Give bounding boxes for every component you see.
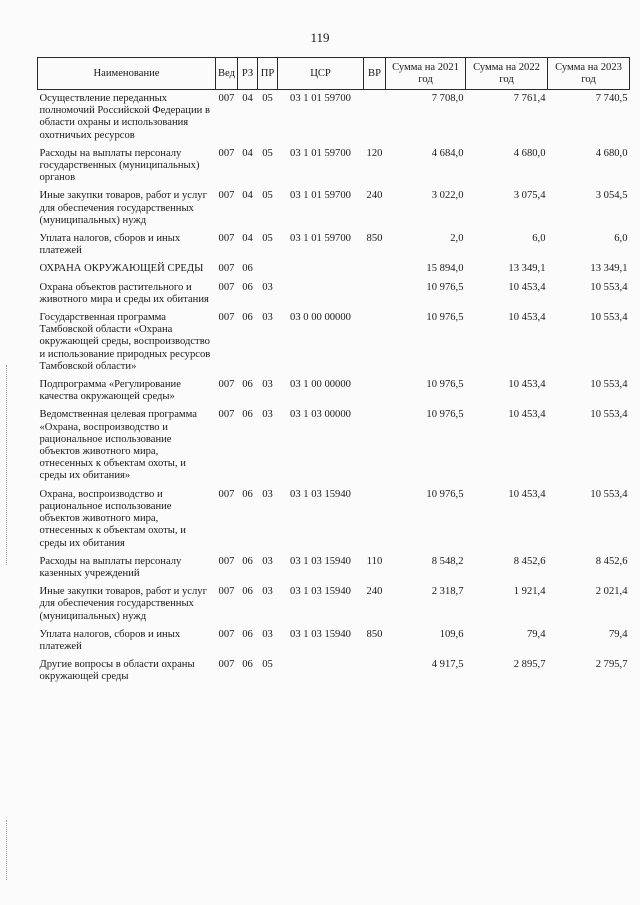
row-rz: 06 bbox=[242, 312, 253, 324]
row-sum-2023: 2 021,4 bbox=[595, 586, 628, 598]
row-sum-2023: 4 680,0 bbox=[595, 147, 628, 159]
header-rz: РЗ bbox=[238, 58, 258, 90]
header-sum-2021: Сумма на 2021 год bbox=[386, 58, 466, 90]
margin-dotted-line-upper bbox=[6, 365, 9, 565]
row-sum-2022: 13 349,1 bbox=[508, 263, 546, 275]
row-pr: 05 bbox=[262, 190, 273, 202]
row-sum-2021: 4 917,5 bbox=[431, 659, 464, 671]
row-csr: 03 1 01 59700 bbox=[290, 233, 351, 245]
row-sum-2021: 10 976,5 bbox=[426, 488, 464, 500]
row-pr: 03 bbox=[262, 628, 273, 640]
row-name: Государственная программа Тамбовской области «Охрана окружающей среды, воспроизводство и использование природных ресурсов Тамбовской области» bbox=[39, 312, 211, 372]
row-rz: 06 bbox=[242, 379, 253, 391]
table-row bbox=[38, 406, 630, 485]
row-vr: 850 bbox=[366, 233, 383, 245]
row-csr bbox=[278, 260, 364, 278]
row-ved: 007 bbox=[218, 263, 235, 275]
table-row bbox=[38, 260, 630, 278]
row-rz: 06 bbox=[242, 263, 253, 275]
row-name: Охрана объектов растительного и животного мира и среды их обитания bbox=[39, 281, 209, 305]
row-csr bbox=[278, 279, 364, 309]
row-sum-2022: 10 453,4 bbox=[508, 379, 546, 391]
row-csr: 03 0 00 00000 bbox=[290, 312, 351, 324]
row-pr: 03 bbox=[262, 488, 273, 500]
row-sum-2022: 7 761,4 bbox=[513, 93, 546, 104]
row-ved: 007 bbox=[218, 93, 235, 104]
row-name: Расходы на выплаты персоналу государственных (муниципальных) органов bbox=[39, 147, 200, 184]
row-vr: 110 bbox=[366, 555, 383, 567]
row-vr bbox=[364, 486, 386, 553]
row-sum-2022: 4 680,0 bbox=[513, 147, 546, 159]
row-name: Подпрограмма «Регулирование качества окружающей среды» bbox=[39, 379, 181, 403]
row-rz: 06 bbox=[242, 488, 253, 500]
row-ved: 007 bbox=[218, 312, 235, 324]
row-vr bbox=[364, 376, 386, 406]
row-sum-2021: 7 708,0 bbox=[431, 93, 464, 104]
table-row bbox=[38, 583, 630, 626]
row-sum-2022: 1 921,4 bbox=[513, 586, 546, 598]
row-pr: 05 bbox=[262, 93, 273, 104]
table-row bbox=[38, 656, 630, 686]
row-name: Иные закупки товаров, работ и услуг для обеспечения государственных (муниципальных) нужд bbox=[39, 586, 207, 622]
row-ved: 007 bbox=[218, 147, 235, 159]
row-rz: 04 bbox=[242, 233, 253, 245]
row-rz: 06 bbox=[242, 281, 253, 293]
row-vr bbox=[364, 406, 386, 485]
row-ved: 007 bbox=[218, 555, 235, 567]
table-row bbox=[38, 486, 630, 553]
row-rz: 06 bbox=[242, 409, 253, 421]
table-header-row bbox=[38, 58, 630, 90]
row-ved: 007 bbox=[218, 281, 235, 293]
row-sum-2021: 10 976,5 bbox=[426, 312, 464, 324]
row-ved: 007 bbox=[218, 659, 235, 671]
row-ved: 007 bbox=[218, 586, 235, 598]
row-pr: 05 bbox=[262, 147, 273, 159]
row-sum-2021: 10 976,5 bbox=[426, 281, 464, 293]
table-row bbox=[38, 279, 630, 309]
row-name: Ведомственная целевая программа «Охрана, воспроизводство и рациональное использование объектов животного мира, отнесенных к объектам охоты, и среды их обитания» bbox=[39, 409, 197, 482]
row-sum-2022: 10 453,4 bbox=[508, 488, 546, 500]
row-name: Уплата налогов, сборов и иных платежей bbox=[39, 628, 181, 652]
row-sum-2022: 8 452,6 bbox=[513, 555, 546, 567]
row-pr: 03 bbox=[262, 312, 273, 324]
row-ved: 007 bbox=[218, 233, 235, 245]
row-ved: 007 bbox=[218, 628, 235, 640]
header-pr: ПР bbox=[258, 58, 278, 90]
page-number: 119 bbox=[310, 30, 330, 45]
row-sum-2021: 2 318,7 bbox=[431, 586, 464, 598]
row-name: Расходы на выплаты персоналу казенных учреждений bbox=[39, 555, 182, 579]
row-sum-2021: 2,0 bbox=[450, 233, 464, 245]
row-sum-2023: 7 740,5 bbox=[595, 93, 628, 104]
row-csr: 03 1 03 15940 bbox=[290, 555, 351, 567]
row-sum-2021: 109,6 bbox=[439, 628, 464, 640]
row-sum-2021: 10 976,5 bbox=[426, 379, 464, 391]
row-csr: 03 1 01 59700 bbox=[290, 190, 351, 202]
row-sum-2023: 10 553,4 bbox=[590, 281, 628, 293]
row-sum-2023: 79,4 bbox=[608, 628, 628, 640]
row-sum-2022: 2 895,7 bbox=[513, 659, 546, 671]
row-sum-2023: 8 452,6 bbox=[595, 555, 628, 567]
row-vr bbox=[364, 260, 386, 278]
row-rz: 04 bbox=[242, 147, 253, 159]
row-sum-2023: 3 054,5 bbox=[595, 190, 628, 202]
row-sum-2023: 10 553,4 bbox=[590, 409, 628, 421]
table-row bbox=[38, 376, 630, 406]
row-csr: 03 1 03 15940 bbox=[290, 628, 351, 640]
row-vr bbox=[364, 656, 386, 686]
row-ved: 007 bbox=[218, 409, 235, 421]
header-sum-2022: Сумма на 2022 год bbox=[466, 58, 548, 90]
row-csr: 03 1 03 15940 bbox=[290, 488, 351, 500]
table-row bbox=[38, 309, 630, 376]
row-vr: 850 bbox=[366, 628, 383, 640]
row-sum-2023: 6,0 bbox=[614, 233, 628, 245]
row-sum-2023: 10 553,4 bbox=[590, 312, 628, 324]
row-name: Осуществление переданных полномочий Российской Федерации в области охраны и использования охотничьих ресурсов bbox=[39, 93, 210, 141]
header-csr: ЦСР bbox=[278, 58, 364, 90]
row-vr bbox=[364, 279, 386, 309]
row-csr: 03 1 03 15940 bbox=[290, 586, 351, 598]
row-name: Уплата налогов, сборов и иных платежей bbox=[39, 233, 181, 257]
row-rz: 06 bbox=[242, 628, 253, 640]
row-pr: 03 bbox=[262, 586, 273, 598]
row-pr bbox=[258, 260, 278, 278]
margin-dotted-line-lower bbox=[6, 820, 9, 880]
row-sum-2023: 10 553,4 bbox=[590, 488, 628, 500]
table-row bbox=[38, 626, 630, 656]
row-rz: 06 bbox=[242, 659, 253, 671]
header-vr: ВР bbox=[364, 58, 386, 90]
row-rz: 04 bbox=[242, 190, 253, 202]
row-sum-2022: 10 453,4 bbox=[508, 409, 546, 421]
row-sum-2022: 6,0 bbox=[532, 233, 546, 245]
row-ved: 007 bbox=[218, 379, 235, 391]
row-sum-2021: 15 894,0 bbox=[426, 263, 464, 275]
row-vr: 120 bbox=[366, 147, 383, 159]
row-vr: 240 bbox=[366, 190, 383, 202]
row-sum-2023: 10 553,4 bbox=[590, 379, 628, 391]
row-vr: 240 bbox=[366, 586, 383, 598]
row-csr: 03 1 01 59700 bbox=[290, 147, 351, 159]
table-row bbox=[38, 553, 630, 583]
row-ved: 007 bbox=[218, 190, 235, 202]
header-name: Наименование bbox=[38, 58, 216, 90]
row-sum-2021: 4 684,0 bbox=[431, 147, 464, 159]
table-row bbox=[38, 145, 630, 188]
row-pr: 03 bbox=[262, 281, 273, 293]
row-sum-2022: 10 453,4 bbox=[508, 281, 546, 293]
header-sum-2023: Сумма на 2023 год bbox=[548, 58, 630, 90]
budget-table bbox=[37, 57, 630, 687]
row-pr: 03 bbox=[262, 555, 273, 567]
row-sum-2023: 13 349,1 bbox=[590, 263, 628, 275]
row-sum-2023: 2 795,7 bbox=[595, 659, 628, 671]
row-pr: 05 bbox=[262, 233, 273, 245]
row-sum-2022: 79,4 bbox=[526, 628, 546, 640]
row-sum-2021: 8 548,2 bbox=[431, 555, 464, 567]
row-name: Иные закупки товаров, работ и услуг для обеспечения государственных (муниципальных) нужд bbox=[39, 190, 207, 226]
row-pr: 03 bbox=[262, 409, 273, 421]
row-csr: 03 1 01 59700 bbox=[290, 93, 351, 104]
header-ved: Вед bbox=[216, 58, 238, 90]
row-sum-2021: 3 022,0 bbox=[431, 190, 464, 202]
row-sum-2022: 3 075,4 bbox=[513, 190, 546, 202]
row-rz: 06 bbox=[242, 586, 253, 598]
row-vr bbox=[364, 309, 386, 376]
row-sum-2021: 10 976,5 bbox=[426, 409, 464, 421]
table-row bbox=[38, 187, 630, 230]
row-name: ОХРАНА ОКРУЖАЮЩЕЙ СРЕДЫ bbox=[39, 263, 204, 275]
row-csr bbox=[278, 656, 364, 686]
row-pr: 05 bbox=[262, 659, 273, 671]
row-ved: 007 bbox=[218, 488, 235, 500]
table-row bbox=[38, 230, 630, 260]
table-row bbox=[38, 90, 630, 145]
row-name: Другие вопросы в области охраны окружающей среды bbox=[39, 659, 195, 683]
row-vr bbox=[364, 90, 386, 145]
row-rz: 04 bbox=[242, 93, 253, 104]
row-rz: 06 bbox=[242, 555, 253, 567]
row-name: Охрана, воспроизводство и рациональное использование объектов животного мира, отнесенных к объектам охоты, и среды их обитания bbox=[39, 488, 186, 549]
row-csr: 03 1 00 00000 bbox=[290, 379, 351, 391]
row-sum-2022: 10 453,4 bbox=[508, 312, 546, 324]
row-pr: 03 bbox=[262, 379, 273, 391]
row-csr: 03 1 03 00000 bbox=[290, 409, 351, 421]
